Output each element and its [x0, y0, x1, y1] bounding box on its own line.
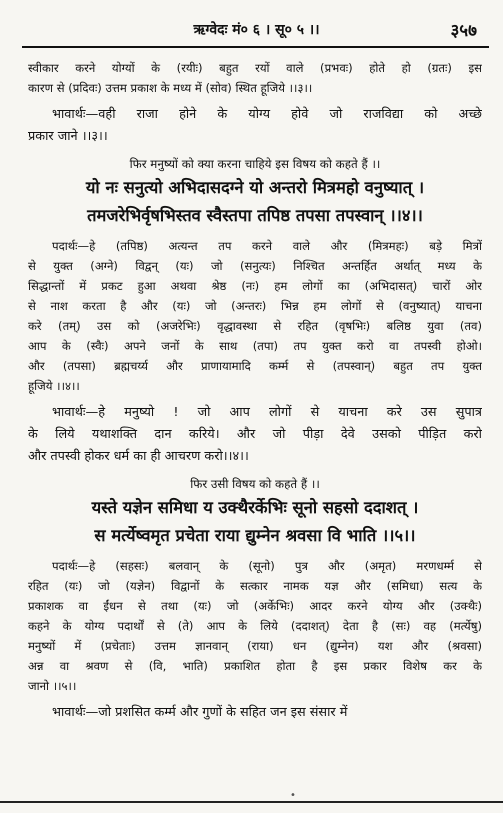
- text-line: कारण से (प्रदिवः) उत्तम प्रकाश के मध्य में (सोव) स्थित हूजिये ।।३।।: [28, 81, 313, 95]
- text-line: सिद्धान्तों में प्रकट हुआ अथवा श्रेष्ठ (नः) हम लोगों का (अभिदासत्) चारों ओर: [28, 279, 482, 293]
- text-line: स्वीकार करने योग्यों के (रयीः) बहुत रयों वाले (प्रभवः) होते हो (ग्रतः) इस: [28, 61, 482, 75]
- header-title: ऋग्वेदः मं० ६ । सू० ५ ।।: [193, 22, 320, 38]
- section-intro: फिर उसी विषय को कहते हैं ।।: [190, 477, 320, 491]
- text-line: पदार्थः—हे (सहसः) बलवान् के (सूनो) पुत्र और (अमृत) मरणधर्म्म से: [52, 559, 482, 573]
- mantra-line: यो नः सनुत्यो अभिदासदग्ने यो अन्तरो मित्रमहो वनुष्यात् ।: [85, 178, 425, 197]
- text-line: अन्न वा श्रवण से (वि, भाति) प्रकाशित होता है इस प्रकार विशेष कर के: [28, 659, 482, 673]
- bottom-edge: [0, 801, 503, 803]
- print-mark: •: [290, 790, 296, 801]
- text-line: रहित (यः) जो (यज्ञेन) विद्वानों के सत्कार नामक यज्ञ और (समिधा) सत्य के: [28, 579, 482, 593]
- running-header: [28, 20, 485, 42]
- text-line: आप के (स्वैः) अपने जनों के साथ (तपा) तप युक्त करो वा तपस्वी होओ।: [28, 339, 482, 353]
- header-rule: [22, 46, 489, 48]
- text-line: कहने के योग्य पदार्थों से (ते) आप के लिये (ददाशत्) देता है (सः) वह (मर्त्येषु): [28, 619, 482, 633]
- bhavartha-line: प्रकार जाने ।।३।।: [28, 129, 108, 144]
- bhavartha-line: भावार्थः—हे मनुष्यो ! जो आप लोगों से याचना करे उस सुपात्र: [52, 405, 482, 420]
- mantra-line: स मर्त्येष्वमृत प्रचेता राया द्युम्नेन श्रवसा वि भाति ।।५।।: [94, 526, 416, 545]
- text-line: जानो ।।५।।: [28, 679, 77, 693]
- bhavartha-line: और तपस्वी होकर धर्म का ही आचरण करो।।४।।: [28, 449, 249, 464]
- bhavartha-line: भावार्थः—जो प्रशसित कर्म्म और गुणों के सहित जन इस संसार में: [52, 705, 348, 720]
- text-line: से नाश करता है और (यः) जो (अन्तरः) भिन्न हम लोगों से (वनुष्यात्) याचना: [28, 299, 482, 313]
- text-line: हूजिये ।।४।।: [28, 379, 80, 393]
- text-line: से युक्त (अग्ने) विद्वन् (यः) जो (सनुत्यः) निश्चित अन्तर्हित अर्थात् मध्य के: [28, 259, 482, 273]
- text-line: मनुष्यों में (प्रचेताः) उत्तम ज्ञानवान् (राया) धन (द्युम्नेन) यश और (श्रवसा): [28, 639, 482, 653]
- text-line: प्रकाशक वा ईंधन से तथा (यः) जो (अर्केभिः) आदर करने योग्य और (उक्थैः): [28, 599, 482, 613]
- text-line: करे (तम्) उस को (अजरेभिः) वृद्धावस्था से रहित (वृषभिः) बलिष्ठ युवा (तव): [28, 319, 482, 333]
- section-intro: फिर मनुष्यों को क्या करना चाहिये इस विषय को कहते हैं ।।: [129, 157, 381, 171]
- mantra-line: तमजरेभिर्वृषभिस्तव स्वैस्तपा तपिष्ठ तपसा तपस्वान् ।।४।।: [87, 206, 423, 225]
- text-line: पदार्थः—हे (तपिष्ठ) अत्यन्त तप करने वाले और (मित्रमहः) बड़े मित्रों: [52, 239, 482, 253]
- text-line: और (तपसा) ब्रह्मचर्य्य और प्राणायामादि कर्म्म से (तपस्वान्) बहुत तप युक्त: [28, 359, 482, 373]
- page-number: ३५७: [450, 21, 477, 41]
- mantra-line: यस्ते यज्ञेन समिधा य उक्थैरर्केभिः सूनो सहसो ददाशत् ।: [91, 498, 419, 517]
- bhavartha-line: के लिये यथाशक्ति दान करिये। और जो पीड़ा देवे उसको पीड़ित करो: [28, 427, 482, 442]
- page-body: [28, 58, 482, 724]
- bhavartha-line: भावार्थः—वही राजा होने के योग्य होवे जो राजविद्या को अच्छे: [52, 107, 482, 122]
